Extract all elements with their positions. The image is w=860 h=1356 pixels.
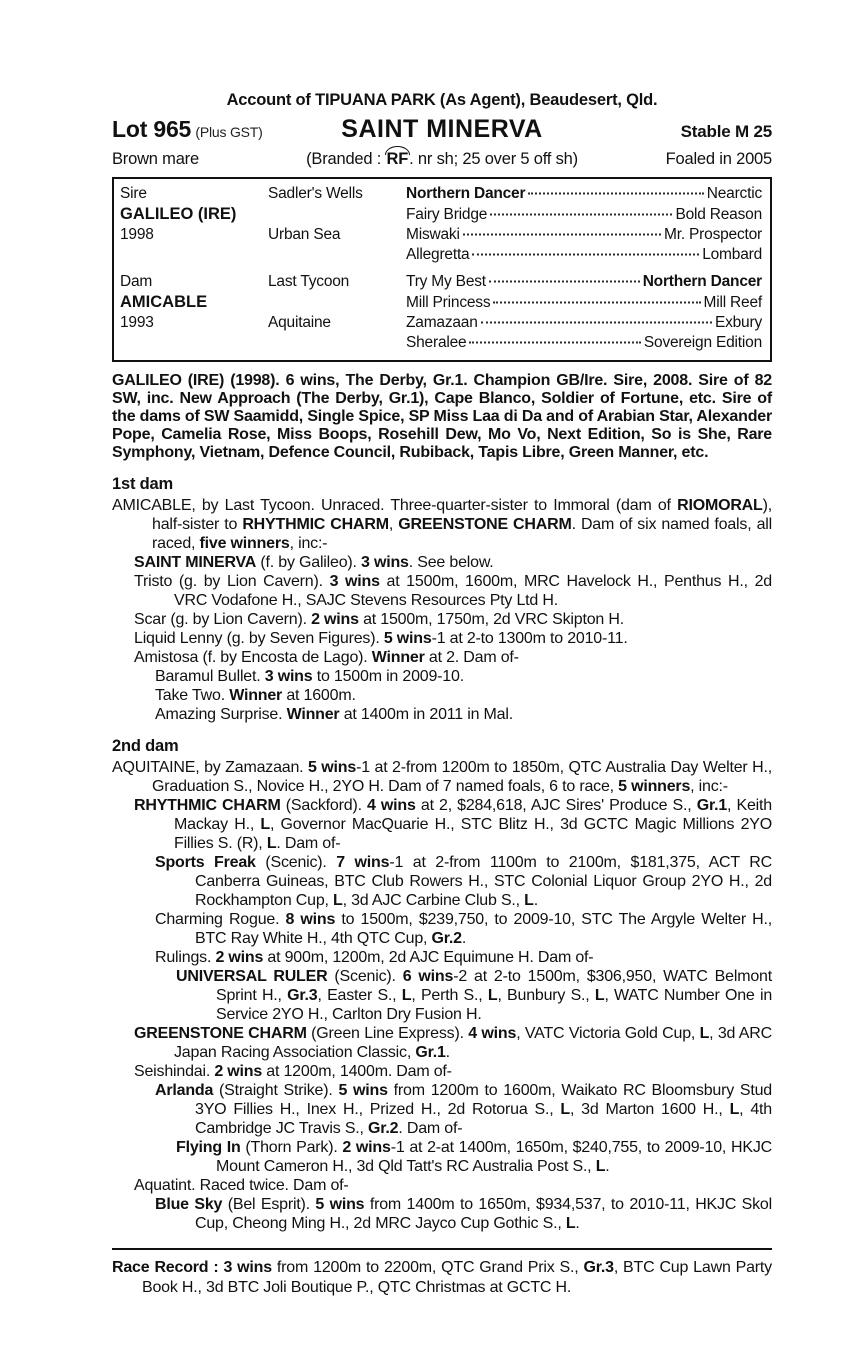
text: , 4th Cambridge JC Travis S., <box>195 1101 773 1137</box>
text: Seishindai. <box>134 1063 215 1080</box>
catalogue-entry <box>155 1195 772 1233</box>
text: (Thorn Park). <box>240 1139 343 1156</box>
pedigree-label: Dam <box>120 273 153 290</box>
colour-sex: Brown mare <box>112 150 199 168</box>
ancestor-pair <box>406 313 762 333</box>
pedigree-half <box>120 184 762 265</box>
catalogue-entry <box>155 1081 772 1138</box>
first-dam-heading: 1st dam <box>112 475 173 493</box>
grandparent-name: Miswaki <box>406 226 460 243</box>
pedigree-label: 1993 <box>120 314 154 331</box>
catalogue-entry <box>176 1138 772 1176</box>
bold-text: 3 wins <box>264 668 313 685</box>
catalogue-entry <box>134 629 772 648</box>
text: , inc:- <box>690 778 728 795</box>
catalogue-entry <box>112 496 772 553</box>
great-grandparent-name: Sovereign Edition <box>643 334 762 351</box>
bold-text: RHYTHMIC CHARM <box>134 797 281 814</box>
text: (Green Line Express). <box>306 1025 469 1042</box>
ancestor-pair <box>406 205 762 225</box>
text: at 2, $284,618, AJC Sires' Produce S., <box>415 797 697 814</box>
text: , BTC Cup Lawn Party Book H., 3d BTC Joli Boutique P., QTC Christmas at GCTC H. <box>142 1259 772 1296</box>
pedigree-label: Sire <box>120 185 147 202</box>
account-line: Account of TIPUANA PARK (As Agent), Beaudesert, Qld. <box>226 91 658 109</box>
parent-name: Last Tycoon <box>268 273 350 290</box>
pedigree-horse-name: GALILEO (IRE) <box>120 205 237 223</box>
bold-text: L <box>266 835 277 852</box>
bold-text: Race Record : 3 wins <box>112 1259 272 1276</box>
sire-summary <box>112 372 772 462</box>
ancestor-pair <box>406 333 762 353</box>
text: , 3d ARC Japan Racing Association Classic, <box>174 1025 772 1061</box>
text: (Straight Strike). <box>213 1082 339 1099</box>
ancestor-pair <box>406 293 762 313</box>
great-grandparent-name: Exbury <box>714 314 762 331</box>
dotted-leader <box>469 342 640 344</box>
bold-text: GREENSTONE CHARM <box>134 1025 307 1042</box>
bold-text: L <box>401 987 412 1004</box>
lot-number-group <box>112 116 341 143</box>
pedigree-row <box>120 292 762 313</box>
pedigree-row <box>120 225 762 245</box>
bold-text: Winner <box>229 687 283 704</box>
bold-text: Arlanda <box>155 1082 214 1099</box>
text: (Bel Esprit). <box>222 1196 316 1213</box>
catalogue-entry <box>155 910 772 948</box>
text: . <box>605 1158 610 1175</box>
grandparent-name: Try My Best <box>406 273 486 290</box>
foaled-year: Foaled in 2005 <box>665 150 772 168</box>
bold-text: L <box>260 816 270 833</box>
grandparent-name: Mill Princess <box>406 294 491 311</box>
text: Liquid Lenny (g. by Seven Figures). <box>134 630 384 647</box>
ancestor-pair <box>406 245 762 265</box>
parent-name: Aquitaine <box>268 314 331 331</box>
great-grandparent-name: Lombard <box>702 246 762 263</box>
bold-text: Sports Freak <box>155 854 256 871</box>
text: Baramul Bullet. <box>155 668 265 685</box>
bold-text: 2 wins <box>214 1063 263 1080</box>
text: -2 at 2-to 1500m, $306,950, WATC Belmont Sprint H., <box>216 968 772 1004</box>
ancestor-pair <box>406 184 762 204</box>
text: (f. by Galileo). <box>256 554 362 571</box>
text: at 1200m, 1400m. Dam of- <box>262 1063 452 1080</box>
text: to 1500m in 2009-10. <box>312 668 464 685</box>
bold-text: L <box>560 1101 570 1118</box>
bold-text: L <box>487 987 498 1004</box>
text: Charming Rogue. <box>155 911 286 928</box>
bold-text: 2 wins <box>342 1139 391 1156</box>
bold-text: L <box>699 1025 710 1042</box>
dotted-leader <box>490 214 672 216</box>
text: from 1200m to 2200m, QTC Grand Prix S., <box>271 1259 584 1276</box>
text: Amistosa (f. by Encosta de Lago). <box>134 649 372 666</box>
bold-text: 5 winners <box>618 778 691 795</box>
text: (Sackford). <box>280 797 368 814</box>
bold-text: 5 wins <box>383 630 432 647</box>
bold-text: L <box>594 987 605 1004</box>
catalogue-entry <box>134 1176 772 1195</box>
text: , Perth S., <box>411 987 488 1004</box>
text: -1 at 2-from 1200m to 1850m, QTC Australia Day Welter H., Graduation S., Novice H., 2YO H. Dam of 7 named foals, 6 to race, <box>152 759 772 795</box>
bold-text: L <box>524 892 534 909</box>
catalogue-entry <box>155 853 772 910</box>
catalogue-entry <box>134 648 772 667</box>
bold-text: 8 wins <box>285 911 336 928</box>
bold-text: 5 wins <box>338 1082 388 1099</box>
bold-text: SAINT MINERVA <box>134 554 257 571</box>
text: Aquatint. Raced twice. Dam of- <box>134 1177 349 1194</box>
text: ), half-sister to <box>152 497 772 533</box>
ancestor-pair <box>406 225 762 245</box>
catalogue-content <box>112 90 772 1297</box>
text: , <box>388 516 399 533</box>
text: Rulings. <box>155 949 216 966</box>
text: to 1500m, $239,750, to 2009-10, STC The Argyle Welter H., BTC Ray White H., 4th QTC Cup, <box>195 911 772 947</box>
text: at 1600m. <box>282 687 356 704</box>
bold-text: 6 wins <box>402 968 454 985</box>
parent-name: Urban Sea <box>268 226 341 243</box>
text: at 900m, 1200m, 2d AJC Equimune H. Dam of- <box>263 949 594 966</box>
catalogue-entry <box>155 948 772 967</box>
catalogue-entry <box>155 705 772 724</box>
text: at 2. Dam of- <box>424 649 519 666</box>
ancestor-pair <box>406 272 762 292</box>
bold-text: GALILEO (IRE) (1998). 6 wins, The Derby, Gr.1. Champion GB/Ire. Sire, 2008. Sire of 82 SW, inc. New Approach (The Derby, Gr.1), Cape Blanco, Soldier of Fortune, etc. Sire of the dams of SW Saamidd, Single Spice, SP Miss Laa di Da and of Arabian Star, Alexander Pope, Camelia Rose, Miss Boops, Rosehill Dew, Mo Vo, Next Edition, So is She, Rare Symphony, Vietnam, Defence Council, Rubiback, Tapis Libre, Green Manner, etc. <box>112 372 772 461</box>
bold-text: Gr.1 <box>415 1044 446 1061</box>
gst-note: (Plus GST) <box>195 124 263 140</box>
brand-suffix: . nr sh; 25 over 5 off sh) <box>409 150 578 168</box>
grandparent-name: Zamazaan <box>406 314 478 331</box>
parent-name: Sadler's Wells <box>268 185 363 202</box>
bold-text: RIOMORAL <box>677 497 763 514</box>
lot-number: Lot 965 <box>112 116 192 142</box>
bold-text: 3 wins <box>329 573 380 590</box>
dotted-leader <box>463 234 661 236</box>
bold-text: 4 wins <box>468 1025 517 1042</box>
bold-text: 3 wins <box>361 554 409 571</box>
text: . <box>461 930 467 947</box>
dotted-leader <box>472 254 699 256</box>
pedigree-row <box>120 333 762 353</box>
text: , 3d AJC Carbine Club S., <box>342 892 525 909</box>
race-record <box>112 1258 772 1297</box>
text: at 1500m, 1600m, MRC Havelock H., Penthus H., 2d VRC Vodafone H., SAJC Stevens Resources Pty Ltd H. <box>174 573 772 609</box>
grandparent-name: Allegretta <box>406 246 470 263</box>
bold-text: 4 wins <box>367 797 416 814</box>
text: Take Two. <box>155 687 230 704</box>
race-record-divider <box>112 1248 772 1250</box>
text: , Bunbury S., <box>497 987 595 1004</box>
bold-text: 2 wins <box>311 611 359 628</box>
text: -1 at 2-at 1400m, 1650m, $240,755, to 2009-10, HKJC Mount Cameron H., 3d Qld Tatt's RC Australia Post S., <box>216 1139 772 1175</box>
pedigree-half <box>120 272 762 353</box>
bold-text: Blue Sky <box>155 1196 223 1213</box>
great-grandparent-name: Mill Reef <box>703 294 762 311</box>
catalogue-entry <box>134 553 772 572</box>
pedigree-row <box>120 313 762 333</box>
text: Tristo (g. by Lion Cavern). <box>134 573 330 590</box>
bold-text: RHYTHMIC CHARM <box>242 516 389 533</box>
text: , inc:- <box>289 535 328 552</box>
text: . <box>575 1215 580 1232</box>
text: AQUITAINE, by Zamazaan. <box>112 759 309 776</box>
pedigree-row <box>120 204 762 225</box>
bold-text: Flying In <box>176 1139 241 1156</box>
bold-text: GREENSTONE CHARM <box>398 516 572 533</box>
catalogue-entry <box>155 686 772 705</box>
bold-text: L <box>333 892 343 909</box>
great-grandparent-name: Nearctic <box>706 185 762 202</box>
text: , Governor MacQuarie H., STC Blitz H., 3d GCTC Magic Millions 2YO Fillies S. (R), <box>174 816 772 852</box>
bold-text: UNIVERSAL RULER <box>176 968 328 985</box>
text: , Easter S., <box>317 987 402 1004</box>
bold-text: Gr.3 <box>287 987 318 1004</box>
catalogue-entry <box>112 758 772 796</box>
bold-text: Winner <box>371 649 425 666</box>
text: from 1200m to 1600m, Waikato RC Bloomsbury Stud 3YO Fillies H., Inex H., Prized H., 2d Rotorua S., <box>195 1082 772 1118</box>
text: . Dam of six named foals, all raced, <box>152 516 772 552</box>
dotted-leader <box>528 193 703 195</box>
text: AMICABLE, by Last Tycoon. Unraced. Three-quarter-sister to Immoral (dam of <box>112 497 678 514</box>
bold-text: 7 wins <box>336 854 390 871</box>
catalogue-entry <box>134 796 772 853</box>
catalogue-entry <box>134 1062 772 1081</box>
second-dam-heading: 2nd dam <box>112 737 179 755</box>
text: -1 at 2-from 1100m to 2100m, $181,375, ACT RC Canberra Guineas, BTC Club Rowers H., STC Colonial Liquor Group 2YO H., 2d Rockhampton Cup, <box>195 854 772 909</box>
text: . See below. <box>408 554 494 571</box>
brand-prefix: (Branded : <box>306 150 386 168</box>
text: , VATC Victoria Gold Cup, <box>516 1025 700 1042</box>
dotted-leader <box>489 281 640 283</box>
bold-text: L <box>729 1101 740 1118</box>
text: . Dam of- <box>276 835 341 852</box>
bold-text: Gr.2 <box>368 1120 399 1137</box>
text: -1 at 2-to 1300m to 2010-11. <box>431 630 628 647</box>
text: at 1500m, 1750m, 2d VRC Skipton H. <box>358 611 624 628</box>
pedigree-table <box>112 177 772 362</box>
catalogue-entry <box>155 667 772 686</box>
bold-text: 5 wins <box>308 759 357 776</box>
text: , Keith Mackay H., <box>174 797 772 833</box>
grandparent-name: Northern Dancer <box>406 185 526 202</box>
bold-text: five winners <box>199 535 290 552</box>
text: at 1400m in 2011 in Mal. <box>339 706 513 723</box>
text: Scar (g. by Lion Cavern). <box>134 611 312 628</box>
text: , 3d Marton 1600 H., <box>569 1101 730 1118</box>
pedigree-label: 1998 <box>120 226 154 243</box>
great-grandparent-name: Bold Reason <box>675 206 762 223</box>
dotted-leader <box>493 302 700 304</box>
grandparent-name: Sheralee <box>406 334 467 351</box>
great-grandparent-name: Mr. Prospector <box>664 226 762 243</box>
brand-description <box>306 150 578 169</box>
bold-text: Gr.3 <box>583 1259 614 1276</box>
dotted-leader <box>481 322 712 324</box>
text: . <box>533 892 538 909</box>
text: (Scenic). <box>327 968 403 985</box>
horse-name: SAINT MINERVA <box>341 115 543 143</box>
text: (Scenic). <box>255 854 337 871</box>
catalogue-entry <box>176 967 772 1024</box>
pedigree-row <box>120 184 762 204</box>
pedigree-row <box>120 272 762 292</box>
bold-text: 2 wins <box>215 949 264 966</box>
bold-text: Gr.1 <box>696 797 728 814</box>
stable-number: Stable M 25 <box>680 122 772 141</box>
bold-text: L <box>595 1158 606 1175</box>
great-grandparent-name: Northern Dancer <box>642 273 762 290</box>
bold-text: Winner <box>286 706 340 723</box>
first-dam-section <box>112 496 772 724</box>
text: , WATC Number One in Service 2YO H., Carlton Dry Fusion H. <box>216 987 773 1023</box>
bold-text: Gr.2 <box>431 930 462 947</box>
pedigree-horse-name: AMICABLE <box>120 293 208 311</box>
second-dam-section <box>112 758 772 1233</box>
text: Amazing Surprise. <box>155 706 287 723</box>
text: . Dam of- <box>398 1120 463 1137</box>
text: from 1400m to 1650m, $934,537, to 2010-11, HKJC Skol Cup, Cheong Ming H., 2d MRC Jayco Cup Gothic S., <box>195 1196 772 1232</box>
horse-info-row <box>112 150 772 169</box>
bold-text: 5 wins <box>315 1196 365 1213</box>
brand-mark: RF <box>386 150 409 168</box>
catalogue-entry <box>134 1024 772 1062</box>
bold-text: L <box>565 1215 576 1232</box>
lot-header-row <box>112 115 772 144</box>
text: . <box>445 1044 450 1061</box>
grandparent-name: Fairy Bridge <box>406 206 488 223</box>
catalogue-entry <box>134 572 772 610</box>
catalogue-entry <box>134 610 772 629</box>
pedigree-row <box>120 245 762 265</box>
